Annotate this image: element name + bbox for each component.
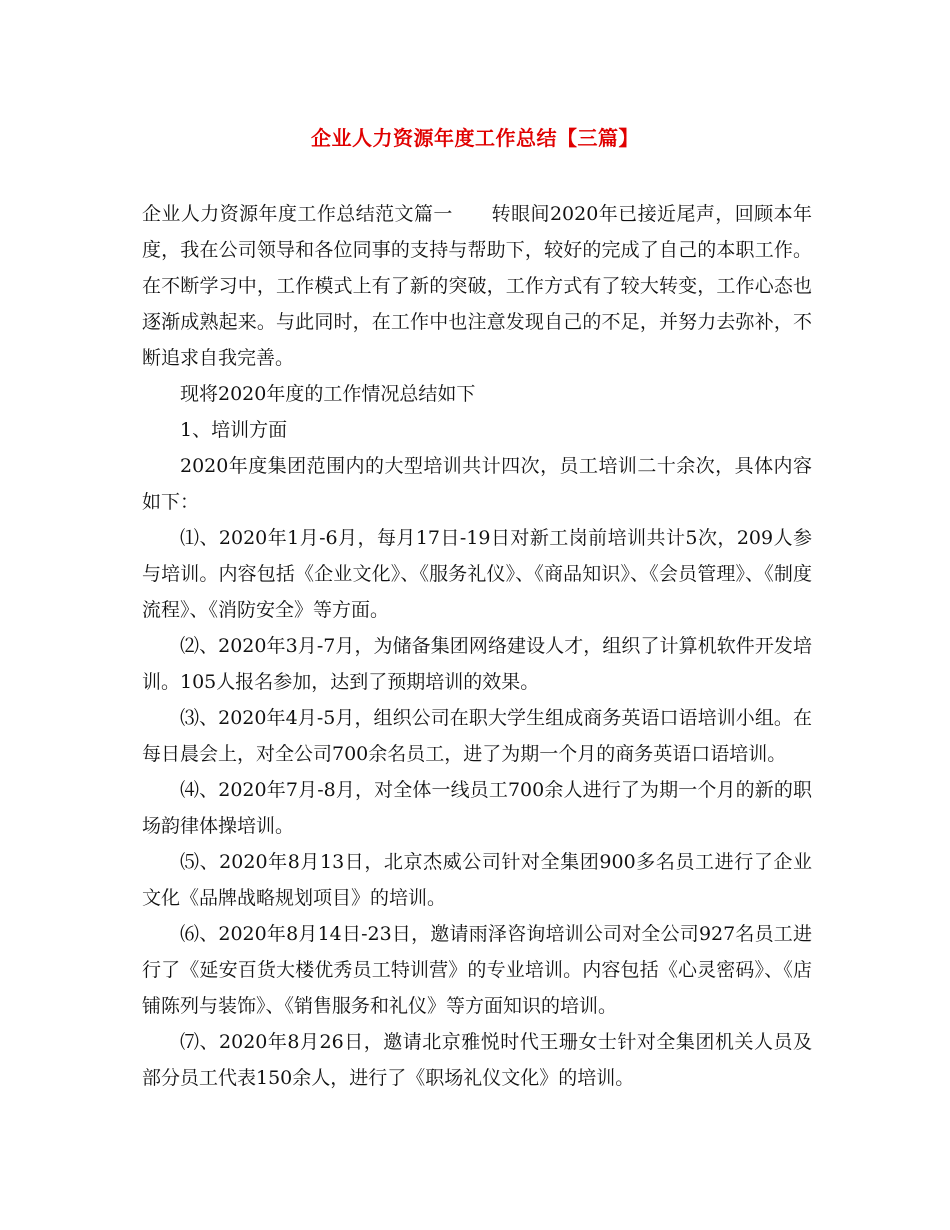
training-item-6: ⑹、2020年8月14日-23日，邀请雨泽咨询培训公司对全公司927名员工进行了《延安百货大楼优秀员工特训营》的专业培训。内容包括《心灵密码》、《店铺陈列与装饰》、《销售服务和礼仪》等方面知识的培训。 [142, 923, 812, 1017]
training-item-5: ⑸、2020年8月13日，北京杰威公司针对全集团900多名员工进行了企业文化《品牌战略规划项目》的培训。 [142, 851, 812, 909]
document-body [142, 196, 812, 1096]
intro-paragraph: 企业人力资源年度工作总结范文篇一 转眼间2020年已接近尾声，回顾本年度，我在公司领导和各位同事的支持与帮助下，较好的完成了自己的本职工作。在不断学习中，工作模式上有了新的突破，工作方式有了较大转变，工作心态也逐渐成熟起来。与此同时，在工作中也注意发现自己的不足，并努力去弥补，不断追求自我完善。 [142, 203, 812, 369]
training-overview-paragraph: 2020年度集团范围内的大型培训共计四次，员工培训二十余次，具体内容如下： [142, 455, 812, 513]
training-item-2: ⑵、2020年3月-7月，为储备集团网络建设人才，组织了计算机软件开发培训。105人报名参加，达到了预期培训的效果。 [142, 635, 812, 693]
training-item-4: ⑷、2020年7月-8月，对全体一线员工700余人进行了为期一个月的新的职场韵律体操培训。 [142, 779, 812, 837]
training-item-1: ⑴、2020年1月-6月，每月17日-19日对新工岗前培训共计5次，209人参与培训。内容包括《企业文化》、《服务礼仪》、《商品知识》、《会员管理》、《制度流程》、《消防安全》等方面。 [142, 527, 812, 621]
summary-lead-paragraph: 现将2020年度的工作情况总结如下 [180, 383, 476, 405]
document-title: 企业人力资源年度工作总结【三篇】 [311, 126, 639, 150]
training-item-7: ⑺、2020年8月26日，邀请北京雅悦时代王珊女士针对全集团机关人员及部分员工代表150余人，进行了《职场礼仪文化》的培训。 [142, 1031, 812, 1089]
section-heading-training: 1、培训方面 [180, 419, 288, 441]
training-item-3: ⑶、2020年4月-5月，组织公司在职大学生组成商务英语口语培训小组。在每日晨会上，对全公司700余名员工，进了为期一个月的商务英语口语培训。 [142, 707, 812, 765]
